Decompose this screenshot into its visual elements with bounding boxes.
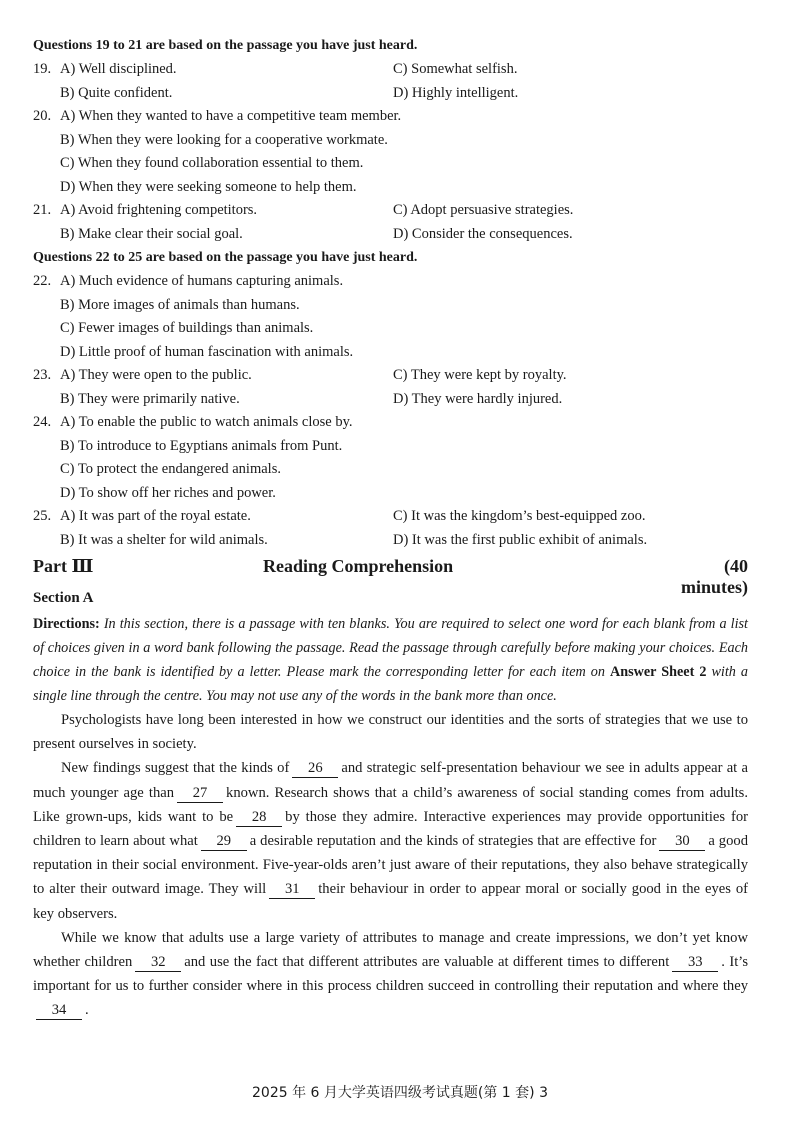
option-c: C) To protect the endangered animals. xyxy=(60,461,281,477)
part-time: (40 minutes) xyxy=(681,556,748,597)
question-20-row-2 xyxy=(33,129,748,153)
part-title: Reading Comprehension xyxy=(263,556,454,576)
option-d: D) It was the first public exhibit of animals. xyxy=(393,531,648,548)
blank-32: 32 xyxy=(135,954,181,972)
option-a: A) It was part of the royal estate. xyxy=(60,508,251,524)
question-22-row-2 xyxy=(33,294,748,318)
option-b: B) Quite confident. xyxy=(60,84,173,101)
question-21-row-2 xyxy=(33,223,748,247)
option-d: D) Highly intelligent. xyxy=(393,84,519,101)
question-22-row-4 xyxy=(33,341,748,365)
question-23-row-2 xyxy=(33,388,748,412)
directions-text: with a single line through the centre. You may not use any of the words in the bank more than once. xyxy=(33,664,748,704)
option-b: B) It was a shelter for wild animals. xyxy=(60,531,268,548)
directions-label: Directions: xyxy=(33,616,100,632)
exam-page xyxy=(33,34,748,1023)
directions xyxy=(33,612,748,708)
question-20-row-4 xyxy=(33,176,748,200)
option-c: C) Somewhat selfish. xyxy=(393,61,518,77)
blank-28: 28 xyxy=(236,809,282,827)
option-d: D) Consider the consequences. xyxy=(393,225,573,242)
blank-34: 34 xyxy=(36,1002,82,1020)
question-20-row-1 xyxy=(33,105,748,129)
option-b: B) They were primarily native. xyxy=(60,390,240,407)
question-20-row-3 xyxy=(33,152,748,176)
part-heading xyxy=(33,556,748,597)
question-number: 23. xyxy=(33,367,52,383)
option-b: B) More images of animals than humans. xyxy=(60,296,300,313)
blank-26: 26 xyxy=(292,760,338,778)
option-a: A) They were open to the public. xyxy=(60,367,252,383)
blank-31: 31 xyxy=(269,881,315,899)
question-number: 22. xyxy=(33,273,52,289)
option-a: A) To enable the public to watch animals close by. xyxy=(60,414,353,430)
passage-paragraph-1: Psychologists have long been interested in how we construct our identities and the sorts of strategies that we use to present ourselves in society. xyxy=(33,712,748,753)
option-c: C) Adopt persuasive strategies. xyxy=(393,202,574,218)
question-24-row-2 xyxy=(33,435,748,459)
option-d: D) They were hardly injured. xyxy=(393,390,563,407)
question-23-row-1 xyxy=(33,364,748,388)
option-b: B) To introduce to Egyptians animals from Punt. xyxy=(60,437,343,454)
question-24-row-4 xyxy=(33,482,748,506)
option-a: A) Well disciplined. xyxy=(60,61,177,77)
option-c: C) When they found collaboration essential to them. xyxy=(60,155,364,171)
directions-text: In this section, there is a passage with ten blanks. You are required to select one word for each blank from a list of choices given in a word bank following the passage. Read the passage through carefully before making your choices. Each choice in the bank is identified by a letter. Please mark the corresponding letter for each item on xyxy=(33,616,749,680)
option-a: A) Much evidence of humans capturing animals. xyxy=(60,273,344,289)
question-number: 19. xyxy=(33,61,52,77)
option-b: B) Make clear their social goal. xyxy=(60,225,243,242)
option-c: C) They were kept by royalty. xyxy=(393,367,567,383)
passage-paragraph-2: New findings suggest that the kinds of 26 and strategic self-presentation behaviour we see in adults appear at a much younger age than 27 known. Research shows that a child’s awareness of social standing comes from adults. Like grown-ups, kids want to be 28 by those they admire. Interactive experiences may provide opportunities for children to learn about what 29 a desirable reputation and the kinds of strategies that are effective for 30 a good reputation in their social environment. Five-year-olds aren’t just aware of their reputations, they also behave strategically to alter their outward image. They will 31 their behaviour in order to appear moral or socially good in the eyes of key observers. xyxy=(33,760,749,922)
section-heading: Section A xyxy=(33,590,94,606)
question-25-row-1 xyxy=(33,505,748,529)
option-a: A) Avoid frightening competitors. xyxy=(60,202,258,218)
question-24-row-1 xyxy=(33,411,748,435)
option-b: B) When they were looking for a cooperative workmate. xyxy=(60,131,388,148)
question-19-row-1 xyxy=(33,58,748,82)
question-number: 24. xyxy=(33,414,52,430)
directions-answer-sheet: Answer Sheet 2 xyxy=(609,664,707,680)
question-number: 21. xyxy=(33,202,52,218)
question-24-row-3 xyxy=(33,458,748,482)
question-22-row-3 xyxy=(33,317,748,341)
option-d: D) When they were seeking someone to help them. xyxy=(60,178,357,195)
part-label: Part Ⅲ xyxy=(33,556,94,576)
question-group-heading: Questions 22 to 25 are based on the passage you have just heard. xyxy=(33,250,418,265)
option-d: D) To show off her riches and power. xyxy=(60,484,276,501)
question-number: 20. xyxy=(33,108,52,124)
option-c: C) It was the kingdom’s best-equipped zoo. xyxy=(393,508,646,524)
blank-29: 29 xyxy=(201,833,247,851)
blank-30: 30 xyxy=(659,833,705,851)
page-footer: 2025 年 6 月大学英语四级考试真题(第 1 套) 3 xyxy=(252,1085,548,1101)
question-25-row-2 xyxy=(33,529,748,553)
question-group-heading: Questions 19 to 21 are based on the passage you have just heard. xyxy=(33,38,418,53)
question-21-row-1 xyxy=(33,199,748,223)
passage-paragraph-3: While we know that adults use a large variety of attributes to manage and create impressions, we don’t yet know whether children 32 and use the fact that different attributes are valuable at different times to different 33 . It’s important for us to further consider where in this process children succeed in controlling their reputation and where they34 . xyxy=(33,929,748,1019)
blank-27: 27 xyxy=(177,785,223,803)
option-a: A) When they wanted to have a competitive team member. xyxy=(60,108,402,124)
option-d: D) Little proof of human fascination with animals. xyxy=(60,343,354,360)
question-number: 25. xyxy=(33,508,52,524)
blank-33: 33 xyxy=(672,954,718,972)
question-19-row-2 xyxy=(33,82,748,106)
option-c: C) Fewer images of buildings than animals. xyxy=(60,320,314,336)
question-22-row-1 xyxy=(33,270,748,294)
